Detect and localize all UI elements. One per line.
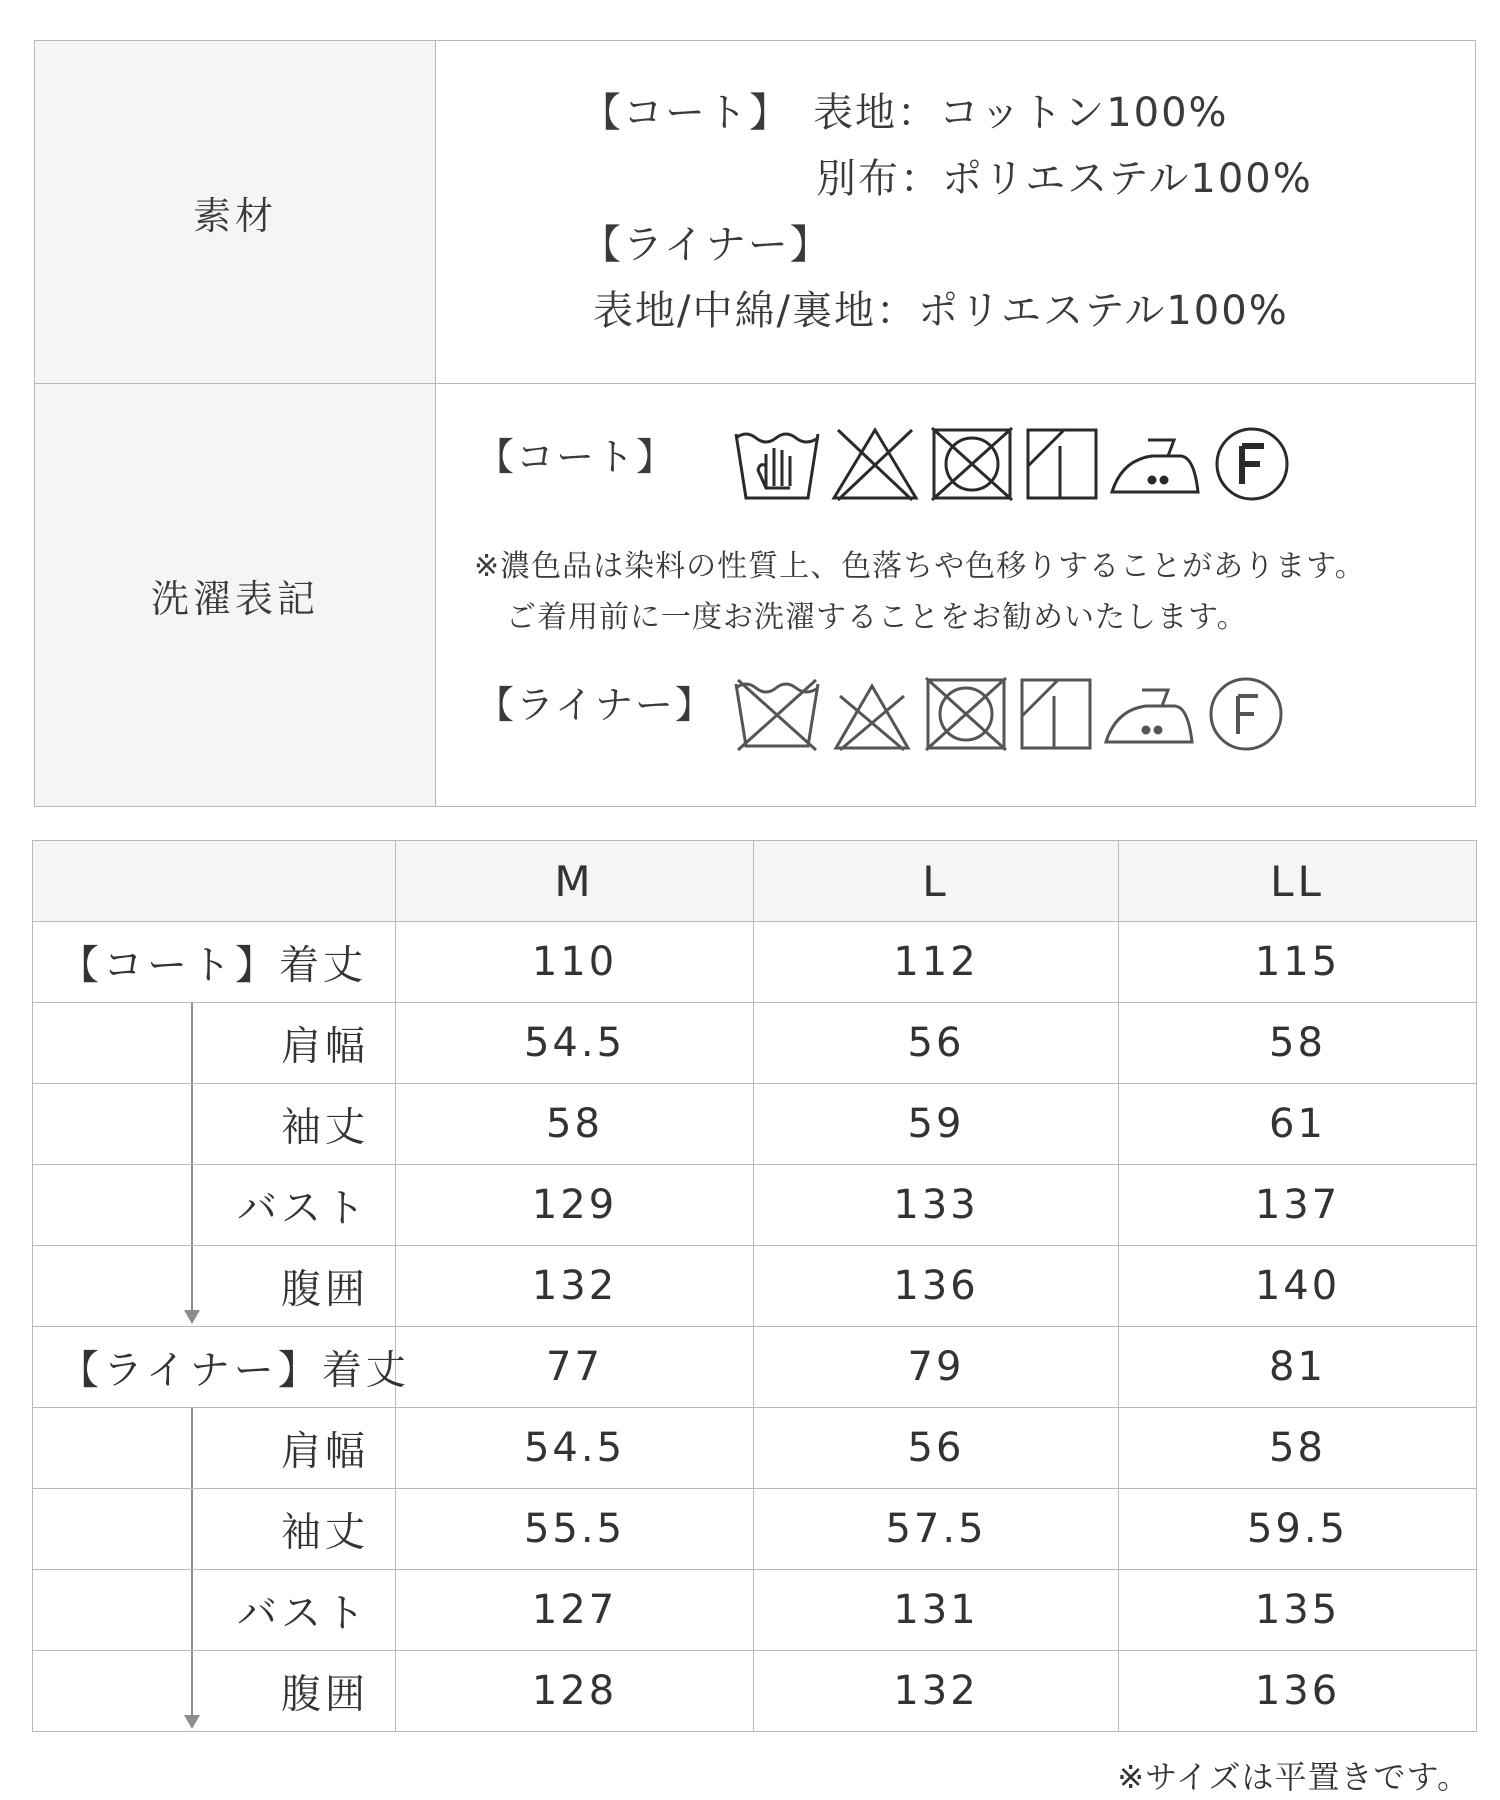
care-header: 洗濯表記 [35,384,436,806]
size-value-cell: 59.5 [1119,1489,1477,1570]
down-arrow-icon [184,1310,200,1324]
liner-care-icons [732,674,1286,754]
row-measure-label: 肩幅 [281,1428,369,1475]
care-coat-label: 【コート】 [476,435,677,479]
table-row [33,922,1477,1003]
no-tumble-dry-icon [922,676,1010,752]
row-measure-label: 腹囲 [281,1266,369,1313]
material-care-table [34,40,1476,807]
size-value-cell: 127 [396,1570,754,1651]
size-value-cell: 61 [1119,1084,1477,1165]
dry-clean-f-icon [1206,674,1286,754]
material-coat-secondary-line: 別布：ポリエステル100% [816,156,1313,202]
size-value-cell: 55.5 [396,1489,754,1570]
size-value-cell: 132 [754,1651,1119,1732]
group-connector-line [191,1003,193,1083]
care-details [436,384,1475,806]
table-row [33,1570,1477,1651]
size-value-cell: 57.5 [754,1489,1119,1570]
row-measure-label: バスト [237,1185,369,1232]
material-row [35,41,1475,384]
table-row [33,1489,1477,1570]
size-value-cell: 135 [1119,1570,1477,1651]
table-row [33,1408,1477,1489]
coat-care-icons [732,424,1292,504]
size-value-cell: 56 [754,1003,1119,1084]
row-label-cell [33,1489,396,1570]
row-label-cell [33,922,396,1003]
table-row [33,1246,1477,1327]
table-row [33,1327,1477,1408]
line-dry-shade-icon [1024,426,1100,502]
size-column-header: L [754,841,1119,922]
no-bleach-icon [830,676,914,752]
size-value-cell: 136 [754,1246,1119,1327]
size-value-cell: 58 [1119,1408,1477,1489]
row-label-cell [33,1408,396,1489]
hand-wash-icon [732,426,822,502]
size-footnote: ※サイズは平置きです。 [1117,1758,1470,1796]
group-connector-line [191,1408,193,1488]
row-measure-label: 腹囲 [281,1671,369,1718]
size-value-cell: 81 [1119,1327,1477,1408]
size-column-header: M [396,841,754,922]
group-connector-line [191,1084,193,1164]
table-row [33,1084,1477,1165]
iron-medium-icon [1102,676,1198,752]
care-liner-label: 【ライナー】 [476,683,715,727]
iron-medium-icon [1108,426,1204,502]
material-details [436,41,1475,383]
row-measure-label: 着丈 [321,1347,410,1394]
row-measure-label: バスト [237,1590,369,1637]
size-value-cell: 54.5 [396,1003,754,1084]
size-table [32,840,1477,1732]
group-connector-line [191,1246,193,1312]
row-label-cell [33,1327,410,1408]
table-row [33,1165,1477,1246]
row-measure-label: 着丈 [279,942,367,989]
row-label-cell [33,1651,396,1732]
care-row [35,384,1475,806]
size-value-cell: 128 [396,1651,754,1732]
row-label-cell [33,1246,396,1327]
size-value-cell: 77 [396,1327,754,1408]
row-group-label [59,934,367,991]
size-value-cell: 140 [1119,1246,1477,1327]
material-liner-line: 表地/中綿/裏地：ポリエステル100% [593,288,1289,334]
down-arrow-icon [184,1715,200,1729]
size-value-cell: 131 [754,1570,1119,1651]
size-value-cell: 59 [754,1084,1119,1165]
table-row [33,1003,1477,1084]
line-dry-shade-icon [1018,676,1094,752]
row-label-cell [33,1003,396,1084]
group-name: 【コート】 [59,942,279,989]
group-connector-line [191,1165,193,1245]
row-measure-label: 肩幅 [281,1023,369,1070]
material-coat-line: 【コート】 表地：コットン100% [581,90,1229,136]
size-value-cell: 132 [396,1246,754,1327]
row-measure-label: 袖丈 [281,1104,369,1151]
row-label-cell [33,1570,396,1651]
size-column-header: LL [1119,841,1477,922]
table-row [33,1651,1477,1732]
size-value-cell: 58 [396,1084,754,1165]
group-connector-line [191,1570,193,1650]
size-value-cell: 129 [396,1165,754,1246]
size-value-cell: 112 [754,922,1119,1003]
size-value-cell: 110 [396,922,754,1003]
size-value-cell: 58 [1119,1003,1477,1084]
care-note-line2: ご着用前に一度お洗濯することをお勧めいたします。 [506,600,1248,635]
row-measure-label: 袖丈 [281,1509,369,1556]
size-value-cell: 79 [754,1327,1119,1408]
group-name: 【ライナー】 [59,1347,322,1394]
material-header: 素材 [35,41,436,383]
row-label-cell [33,1165,396,1246]
no-tumble-dry-icon [928,426,1016,502]
size-value-cell: 133 [754,1165,1119,1246]
size-value-cell: 137 [1119,1165,1477,1246]
group-connector-line [191,1489,193,1569]
size-value-cell: 136 [1119,1651,1477,1732]
care-note-line1: ※濃色品は染料の性質上、色落ちや色移りすることがあります。 [474,549,1366,584]
group-connector-line [191,1651,193,1717]
size-value-cell: 54.5 [396,1408,754,1489]
size-header-corner [33,841,396,922]
size-value-cell: 56 [754,1408,1119,1489]
size-header-row [33,841,1477,922]
size-value-cell: 115 [1119,922,1477,1003]
row-group-label [59,1339,410,1396]
no-wash-icon [732,676,822,752]
material-liner-label: 【ライナー】 [581,222,832,268]
row-label-cell [33,1084,396,1165]
dry-clean-f-icon [1212,424,1292,504]
no-bleach-icon [830,426,920,502]
